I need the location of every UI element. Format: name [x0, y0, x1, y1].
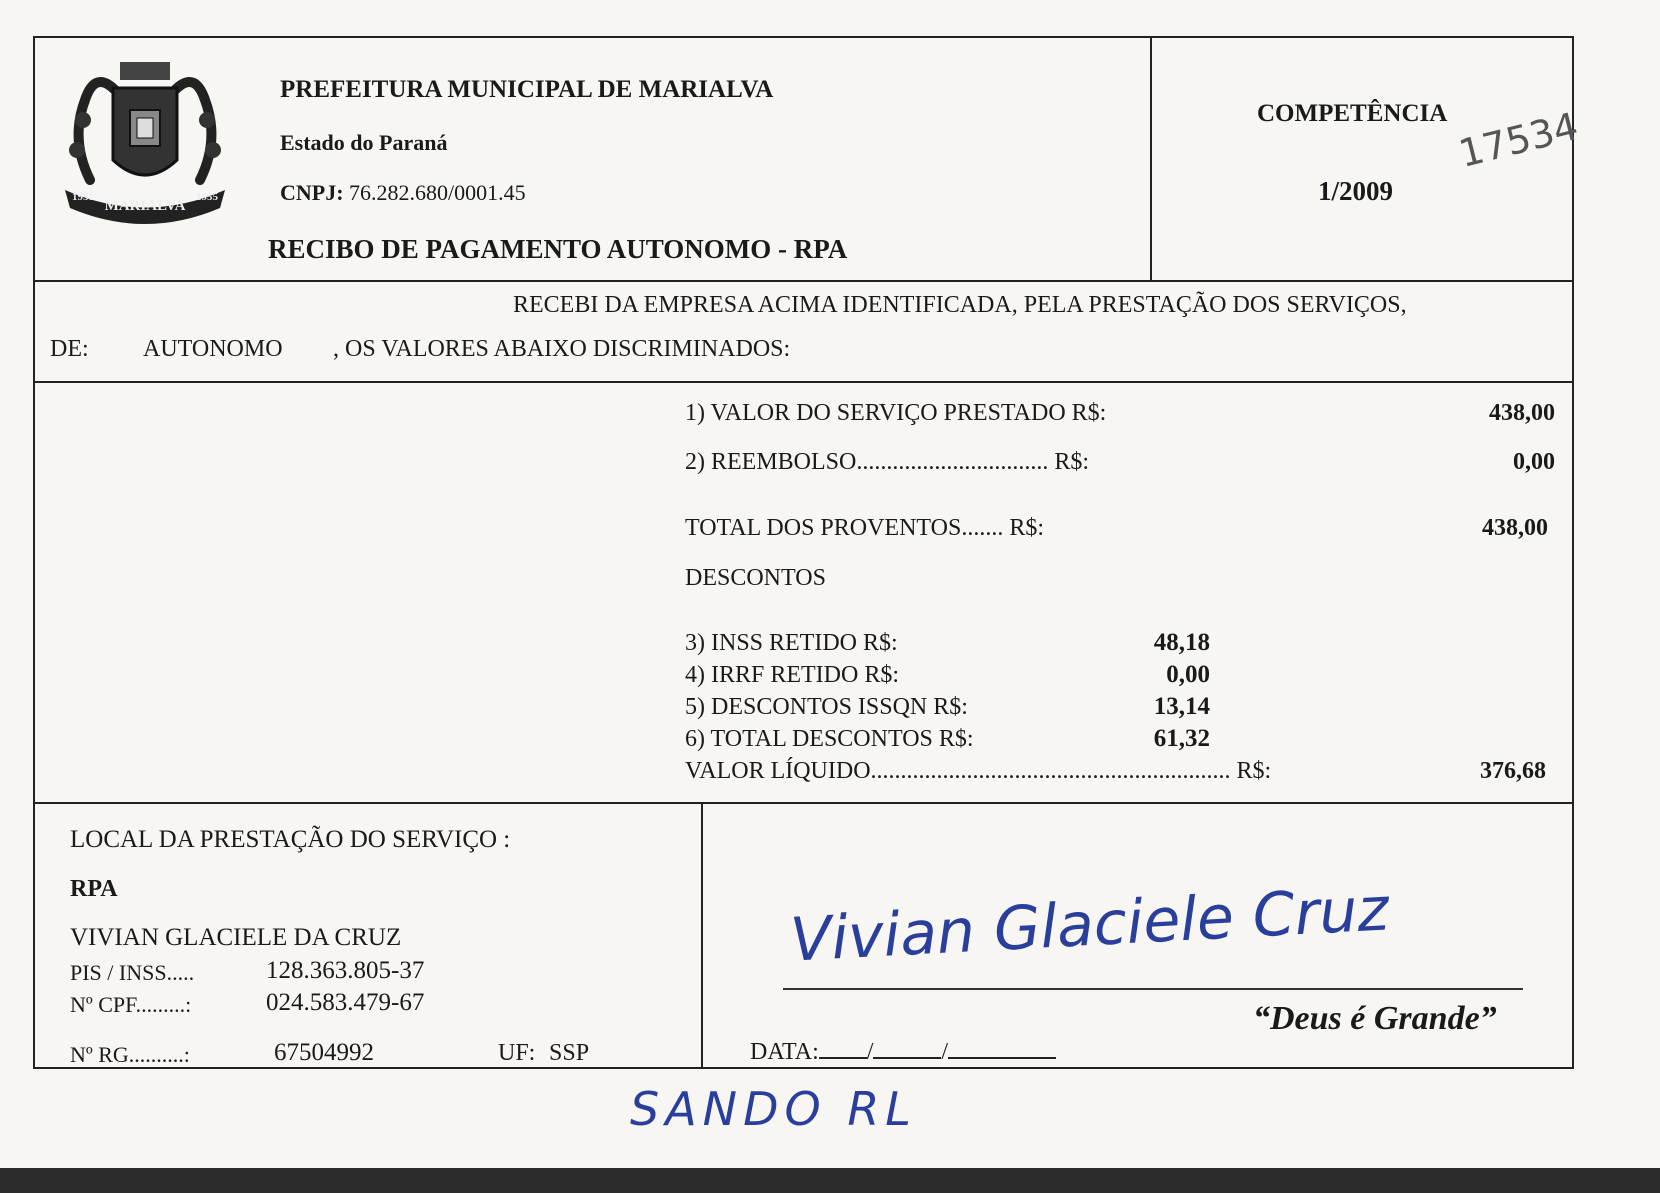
data-day-blank [819, 1055, 867, 1059]
local-label: LOCAL DA PRESTAÇÃO DO SERVIÇO : [70, 826, 511, 853]
servico-value: 438,00 [1489, 400, 1555, 426]
competencia-value: 1/2009 [1318, 176, 1394, 206]
data-year-blank [948, 1055, 1056, 1059]
declaration-line2: , OS VALORES ABAIXO DISCRIMINADOS: [333, 336, 791, 362]
issqn-value: 13,14 [1153, 693, 1210, 720]
data-month-blank [873, 1055, 941, 1059]
cnpj [280, 180, 526, 206]
service-type: AUTONOMO [143, 336, 283, 362]
motto: “Deus é Grande” [1253, 1000, 1497, 1037]
cpf-label: Nº CPF.........: [70, 992, 192, 1017]
reembolso-value: 0,00 [1513, 449, 1555, 475]
signature-line [783, 988, 1523, 990]
torn-edge [0, 1168, 1660, 1193]
rg-label: Nº RG..........: [70, 1042, 190, 1067]
servico-label: 1) VALOR DO SERVIÇO PRESTADO R$: [685, 400, 1107, 426]
irrf-label: 4) IRRF RETIDO R$: [685, 662, 900, 688]
header-divider [1150, 36, 1152, 282]
state-name: Estado do Paraná [280, 130, 448, 155]
total-descontos-label: 6) TOTAL DESCONTOS R$: [685, 726, 974, 752]
issqn-label: 5) DESCONTOS ISSQN R$: [685, 694, 968, 720]
total-proventos-label: TOTAL DOS PROVENTOS....... R$: [685, 515, 1045, 541]
cpf-value: 024.583.479-67 [266, 989, 425, 1016]
footer-divider [701, 802, 703, 1067]
declaration-bottom-rule [33, 381, 1574, 383]
signature: Vivian Glaciele Cruz [788, 874, 1391, 976]
liquido-value: 376,68 [1480, 758, 1546, 784]
data-sep-1: / [866, 1039, 874, 1065]
header-bottom-rule [33, 280, 1574, 282]
rg-value: 67504992 [274, 1039, 374, 1066]
de-label: DE: [50, 336, 89, 362]
inss-value: 48,18 [1153, 629, 1210, 656]
descontos-heading: DESCONTOS [685, 565, 826, 591]
seal-text: MARIALVA [104, 198, 186, 214]
document-title: RECIBO DE PAGAMENTO AUTONOMO - RPA [268, 234, 848, 264]
seal-year-right: 1955 [196, 191, 218, 203]
data-label: DATA: [750, 1039, 819, 1065]
inss-label: 3) INSS RETIDO R$: [685, 630, 898, 656]
provider-name: VIVIAN GLACIELE DA CRUZ [70, 924, 402, 951]
uf-value: SSP [549, 1040, 590, 1066]
cnpj-label: CNPJ: [280, 180, 344, 205]
values-bottom-rule [33, 802, 1574, 804]
irrf-value: 0,00 [1166, 661, 1210, 688]
seal-year-left: 1951 [72, 191, 94, 203]
reembolso-label: 2) REEMBOLSO................................ R$: [685, 449, 1090, 475]
local-value: RPA [70, 876, 118, 902]
pis-label: PIS / INSS..... [70, 960, 195, 985]
cnpj-value: 76.282.680/0001.45 [349, 180, 526, 205]
competencia-label: COMPETÊNCIA [1257, 100, 1448, 127]
total-descontos-value: 61,32 [1153, 725, 1210, 752]
pis-value: 128.363.805-37 [266, 957, 425, 984]
total-proventos-value: 438,00 [1482, 515, 1548, 541]
municipal-seal-icon [55, 50, 235, 230]
handwritten-number: 17534 [1454, 104, 1583, 176]
declaration-line1: RECEBI DA EMPRESA ACIMA IDENTIFICADA, PELA PRESTAÇÃO DOS SERVIÇOS, [513, 292, 1407, 318]
uf-label: UF: [498, 1040, 536, 1066]
handwritten-note: SANDO RL [630, 1082, 917, 1136]
org-name: PREFEITURA MUNICIPAL DE MARIALVA [280, 76, 774, 103]
data-field [750, 1039, 1056, 1066]
liquido-label: VALOR LÍQUIDO............................................................ R$: [685, 758, 1272, 784]
data-sep-2: / [941, 1039, 949, 1065]
